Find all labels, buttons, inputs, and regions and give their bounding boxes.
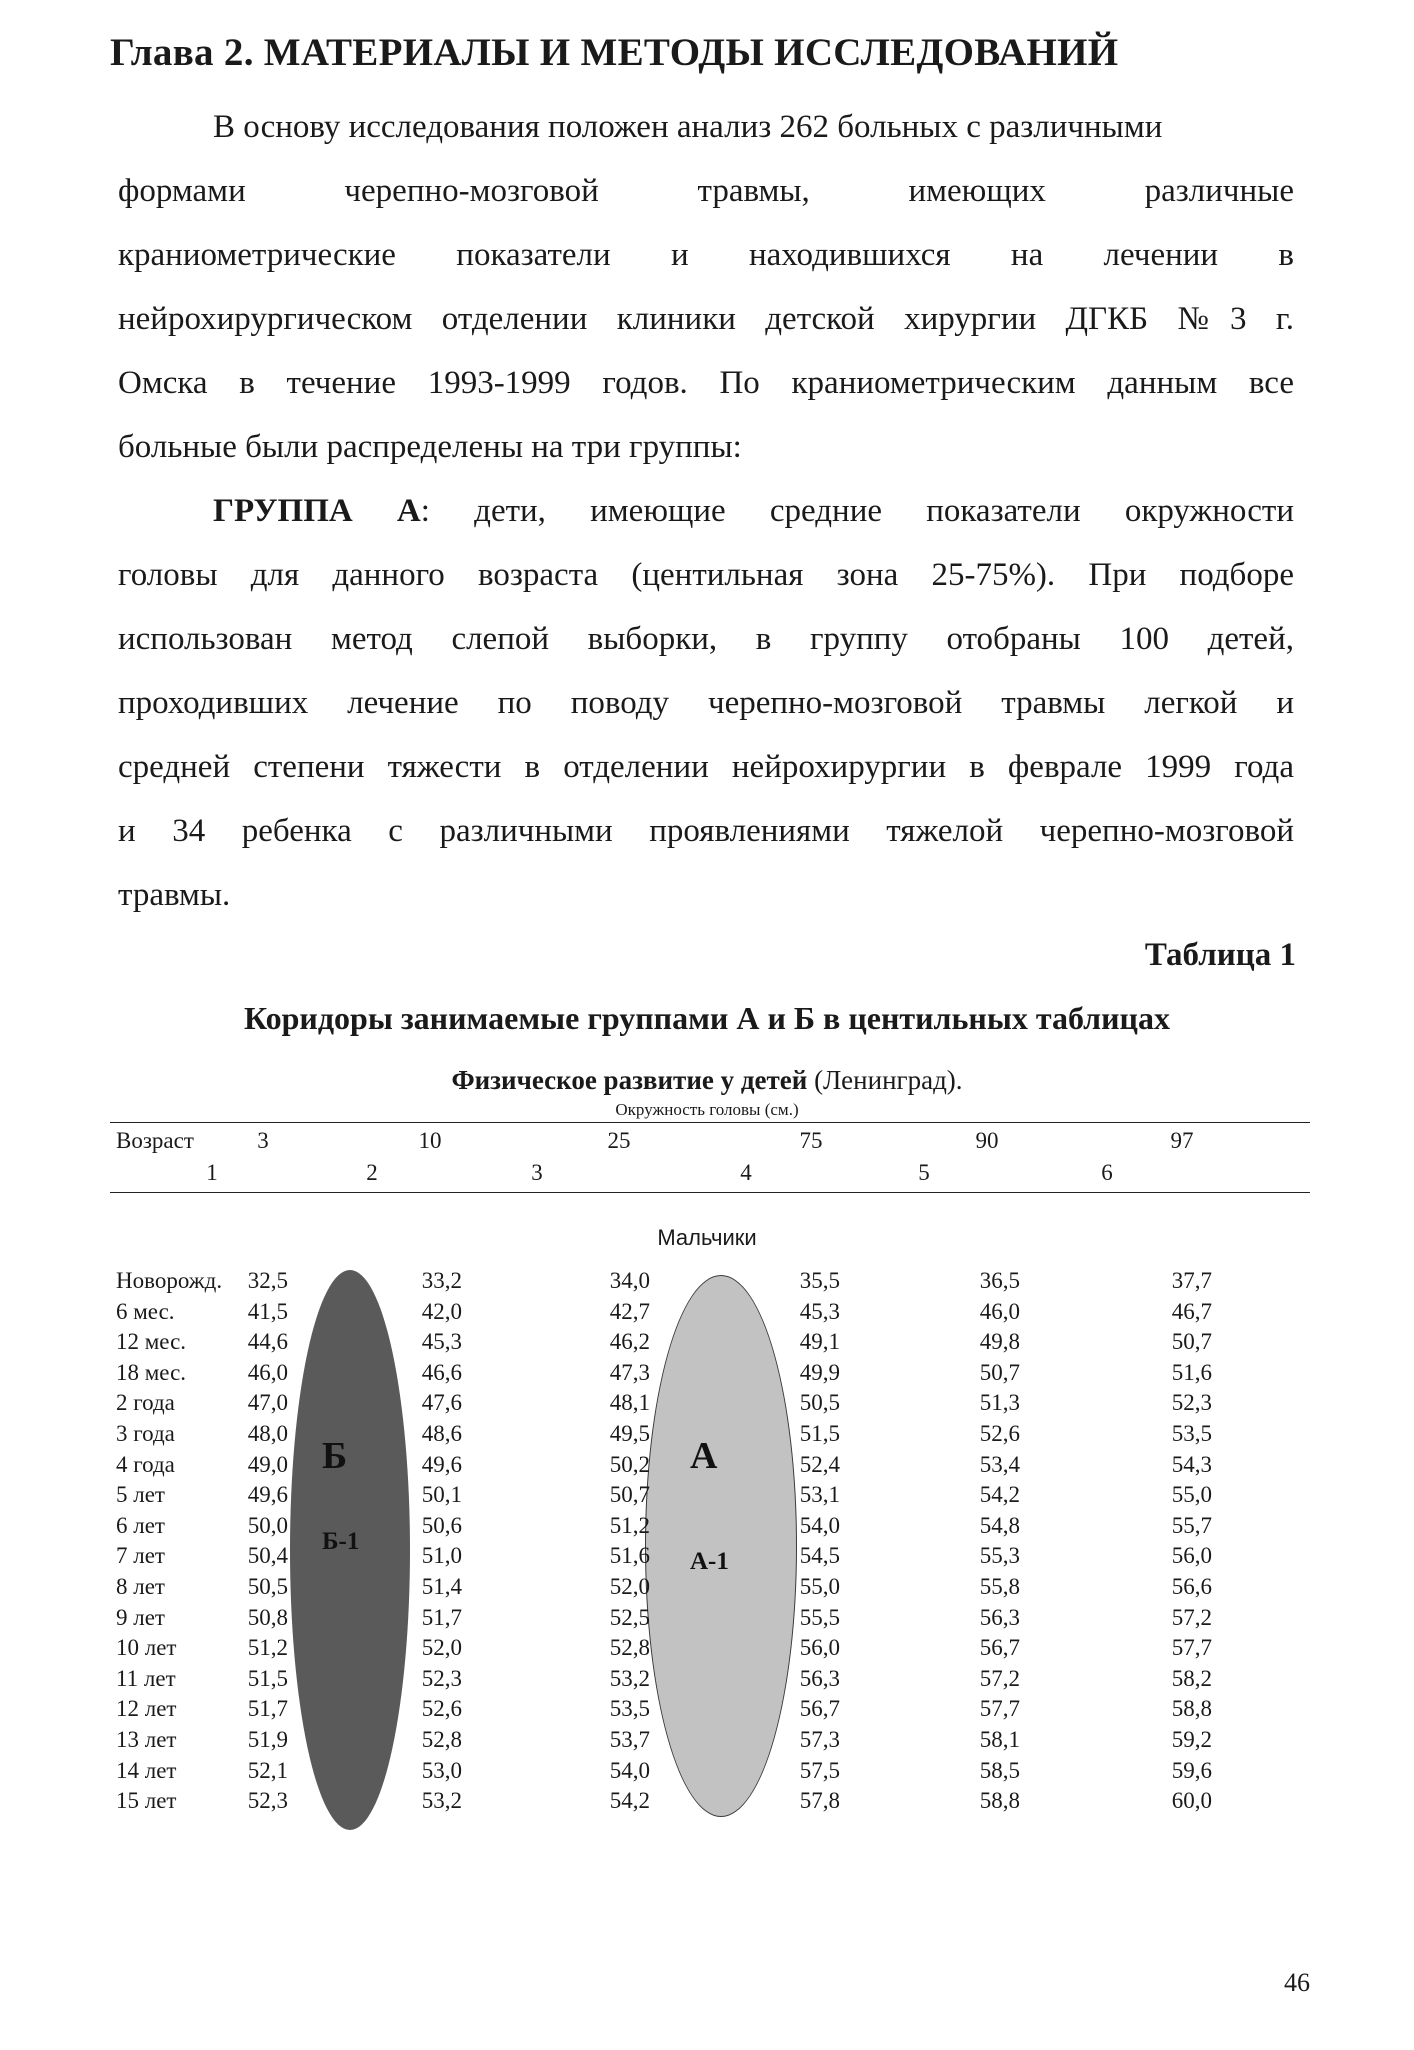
value-cell: 51,7 bbox=[247, 1696, 288, 1722]
value-cell: 50,5 bbox=[247, 1573, 288, 1599]
value-cell: 54,2 bbox=[609, 1788, 650, 1814]
value-cell: 51,2 bbox=[247, 1635, 288, 1661]
value-cell: 42,7 bbox=[609, 1298, 650, 1324]
paragraph-1-line-6: больные были распределены на три группы: bbox=[118, 429, 742, 465]
value-cell: 56,6 bbox=[1171, 1573, 1212, 1599]
value-cell: 54,2 bbox=[979, 1482, 1020, 1508]
age-cell: 3 года bbox=[116, 1420, 175, 1446]
table-number: Таблица 1 bbox=[1144, 937, 1296, 973]
paragraph-1-line-4: нейрохирургическом отделении клиники детской хирургии ДГКБ №3 г. bbox=[118, 301, 1294, 337]
value-cell: 37,7 bbox=[1171, 1268, 1212, 1293]
value-cell: 49,6 bbox=[421, 1451, 462, 1477]
age-cell: 9 лет bbox=[116, 1604, 165, 1630]
value-cell: 50,0 bbox=[247, 1512, 288, 1538]
value-cell: 56,0 bbox=[1171, 1543, 1212, 1569]
age-cell: 12 мес. bbox=[116, 1329, 187, 1355]
value-cell: 49,5 bbox=[609, 1420, 650, 1446]
value-cell: 44,6 bbox=[247, 1329, 288, 1355]
value-cell: 53,2 bbox=[421, 1788, 462, 1814]
value-cell: 49,6 bbox=[247, 1482, 288, 1508]
age-cell: 18 мес. bbox=[116, 1359, 187, 1385]
value-cell: 54,5 bbox=[799, 1543, 840, 1569]
value-cell: 47,3 bbox=[609, 1359, 650, 1385]
value-cell: 52,8 bbox=[609, 1635, 650, 1661]
value-cell: 53,1 bbox=[799, 1482, 840, 1508]
percentile-header-3: 25 bbox=[607, 1128, 631, 1153]
age-cell: 12 лет bbox=[116, 1696, 177, 1722]
value-cell: 45,3 bbox=[799, 1298, 840, 1324]
column-number-4: 4 bbox=[740, 1160, 752, 1185]
age-cell: 4 года bbox=[116, 1451, 175, 1477]
table-row bbox=[0, 1297, 1414, 1328]
column-number-2: 2 bbox=[366, 1160, 378, 1185]
paragraph-2-line-5: средней степени тяжести в отделении нейрохирургии в феврале 1999 года bbox=[118, 749, 1294, 785]
value-cell: 46,2 bbox=[609, 1329, 650, 1355]
paragraph-2-line-3: использован метод слепой выборки, в группу отобраны 100 детей, bbox=[118, 621, 1294, 657]
value-cell: 42,0 bbox=[421, 1298, 462, 1324]
zone-a1-label: А-1 bbox=[690, 1548, 729, 1575]
table-row bbox=[0, 1694, 1414, 1725]
table-row bbox=[0, 1664, 1414, 1695]
value-cell: 50,8 bbox=[247, 1604, 288, 1630]
value-cell: 60,0 bbox=[1171, 1788, 1212, 1814]
value-cell: 56,7 bbox=[979, 1635, 1020, 1661]
paragraph-2-line-1 bbox=[213, 491, 1294, 531]
value-cell: 52,0 bbox=[609, 1573, 650, 1599]
value-cell: 57,7 bbox=[979, 1696, 1020, 1722]
table-row bbox=[0, 1358, 1414, 1389]
paragraph-1-line-2: формами черепно-мозговой травмы, имеющих различные bbox=[118, 173, 1294, 209]
table-row bbox=[0, 1756, 1414, 1787]
value-cell: 58,2 bbox=[1171, 1665, 1212, 1691]
table-subcaption-rest: (Ленинград). bbox=[807, 1065, 963, 1095]
chapter-title: Глава 2. МАТЕРИАЛЫ И МЕТОДЫ ИССЛЕДОВАНИЙ bbox=[110, 31, 1119, 74]
table-top-rule bbox=[110, 1122, 1310, 1123]
paragraph-2-line-6: и 34 ребенка с различными проявлениями тяжелой черепно-мозговой bbox=[118, 813, 1294, 849]
value-cell: 52,4 bbox=[799, 1451, 840, 1477]
table-header-rule bbox=[110, 1192, 1310, 1193]
value-cell: 49,1 bbox=[799, 1329, 840, 1355]
table-subcaption bbox=[0, 1065, 1414, 1096]
section-label-boys: Мальчики bbox=[657, 1225, 757, 1250]
value-cell: 57,2 bbox=[1171, 1604, 1212, 1630]
value-cell: 52,3 bbox=[247, 1788, 288, 1814]
value-cell: 53,0 bbox=[421, 1757, 462, 1783]
column-number-6: 6 bbox=[1101, 1160, 1113, 1185]
value-cell: 52,3 bbox=[421, 1665, 462, 1691]
value-cell: 45,3 bbox=[421, 1329, 462, 1355]
value-cell: 35,5 bbox=[799, 1268, 840, 1293]
value-cell: 36,5 bbox=[979, 1268, 1020, 1293]
value-cell: 51,7 bbox=[421, 1604, 462, 1630]
value-cell: 49,0 bbox=[247, 1451, 288, 1477]
value-cell: 50,6 bbox=[421, 1512, 462, 1538]
age-cell: 11 лет bbox=[116, 1665, 176, 1691]
value-cell: 58,1 bbox=[979, 1726, 1020, 1752]
value-cell: 55,0 bbox=[799, 1573, 840, 1599]
value-cell: 58,8 bbox=[1171, 1696, 1212, 1722]
paragraph-1-line-1: В основу исследования положен анализ 262 больных с различными bbox=[213, 109, 1163, 145]
value-cell: 55,0 bbox=[1171, 1482, 1212, 1508]
value-cell: 53,7 bbox=[609, 1726, 650, 1752]
value-cell: 59,6 bbox=[1171, 1757, 1212, 1783]
column-number-5: 5 bbox=[918, 1160, 930, 1185]
value-cell: 51,6 bbox=[609, 1543, 650, 1569]
value-cell: 50,7 bbox=[609, 1482, 650, 1508]
value-cell: 51,0 bbox=[421, 1543, 462, 1569]
value-cell: 52,5 bbox=[609, 1604, 650, 1630]
value-cell: 49,9 bbox=[799, 1359, 840, 1385]
value-cell: 52,3 bbox=[1171, 1390, 1212, 1416]
value-cell: 50,5 bbox=[799, 1390, 840, 1416]
value-cell: 51,5 bbox=[247, 1665, 288, 1691]
table-row bbox=[0, 1633, 1414, 1664]
value-cell: 58,8 bbox=[979, 1788, 1020, 1814]
paragraph-2-line-4: проходивших лечение по поводу черепно-мозговой травмы легкой и bbox=[118, 685, 1294, 721]
table-body bbox=[0, 1266, 1414, 1817]
value-cell: 53,5 bbox=[609, 1696, 650, 1722]
age-cell: 6 мес. bbox=[116, 1298, 175, 1324]
paragraph-2-line-2: головы для данного возраста (центильная зона 25-75%). При подборе bbox=[118, 557, 1294, 593]
value-cell: 48,6 bbox=[421, 1420, 462, 1446]
value-cell: 33,2 bbox=[421, 1268, 462, 1293]
value-cell: 48,1 bbox=[609, 1390, 650, 1416]
value-cell: 59,2 bbox=[1171, 1726, 1212, 1752]
value-cell: 56,0 bbox=[799, 1635, 840, 1661]
value-cell: 57,3 bbox=[799, 1726, 840, 1752]
age-cell: 6 лет bbox=[116, 1512, 165, 1538]
zone-a-label: А bbox=[690, 1435, 718, 1477]
paragraph-1-line-3: краниометрические показатели и находившихся на лечении в bbox=[118, 237, 1294, 273]
value-cell: 51,5 bbox=[799, 1420, 840, 1446]
age-cell: 10 лет bbox=[116, 1635, 177, 1661]
value-cell: 47,0 bbox=[247, 1390, 288, 1416]
page-number: 46 bbox=[1284, 1968, 1310, 1997]
table-row bbox=[0, 1572, 1414, 1603]
value-cell: 51,2 bbox=[609, 1512, 650, 1538]
value-cell: 48,0 bbox=[247, 1420, 288, 1446]
value-cell: 55,5 bbox=[799, 1604, 840, 1630]
table-row bbox=[0, 1388, 1414, 1419]
column-number-1: 1 bbox=[206, 1160, 218, 1185]
percentile-header-6: 97 bbox=[1170, 1128, 1194, 1153]
age-cell: 7 лет bbox=[116, 1543, 165, 1569]
value-cell: 55,8 bbox=[979, 1573, 1020, 1599]
table-row bbox=[0, 1266, 1414, 1297]
value-cell: 51,4 bbox=[421, 1573, 462, 1599]
value-cell: 57,5 bbox=[799, 1757, 840, 1783]
age-cell: 2 года bbox=[116, 1390, 175, 1416]
value-cell: 54,3 bbox=[1171, 1451, 1212, 1477]
value-cell: 41,5 bbox=[247, 1298, 288, 1324]
value-cell: 54,0 bbox=[609, 1757, 650, 1783]
table-row bbox=[0, 1786, 1414, 1817]
age-cell: Новорожд. bbox=[116, 1268, 223, 1293]
group-a-lead: ГРУППА А bbox=[213, 493, 421, 529]
value-cell: 52,6 bbox=[421, 1696, 462, 1722]
value-cell: 53,4 bbox=[979, 1451, 1020, 1477]
value-cell: 51,6 bbox=[1171, 1359, 1212, 1385]
paragraph-2-line-1-rest: : дети, имеющие средние показатели окружности bbox=[420, 493, 1294, 529]
age-cell: 14 лет bbox=[116, 1757, 177, 1783]
value-cell: 54,0 bbox=[799, 1512, 840, 1538]
paragraph-2-line-7: травмы. bbox=[118, 877, 231, 913]
value-cell: 49,8 bbox=[979, 1329, 1020, 1355]
value-cell: 51,9 bbox=[247, 1726, 288, 1752]
age-column-header: Возраст bbox=[116, 1128, 194, 1153]
value-cell: 53,2 bbox=[609, 1665, 650, 1691]
value-cell: 56,7 bbox=[799, 1696, 840, 1722]
value-cell: 50,2 bbox=[609, 1451, 650, 1477]
value-cell: 53,5 bbox=[1171, 1420, 1212, 1446]
paragraph-1-line-5: Омска в течение 1993-1999 годов. По краниометрическим данным все bbox=[118, 365, 1294, 401]
value-cell: 34,0 bbox=[609, 1268, 650, 1293]
age-cell: 13 лет bbox=[116, 1726, 177, 1752]
value-cell: 46,6 bbox=[421, 1359, 462, 1385]
value-cell: 55,3 bbox=[979, 1543, 1020, 1569]
age-cell: 15 лет bbox=[116, 1788, 177, 1814]
value-cell: 50,7 bbox=[1171, 1329, 1212, 1355]
value-cell: 58,5 bbox=[979, 1757, 1020, 1783]
table-row bbox=[0, 1327, 1414, 1358]
value-cell: 50,1 bbox=[421, 1482, 462, 1508]
zone-b1-label: Б-1 bbox=[322, 1528, 360, 1555]
percentile-header-4: 75 bbox=[799, 1128, 823, 1153]
age-cell: 5 лет bbox=[116, 1482, 165, 1508]
value-cell: 56,3 bbox=[979, 1604, 1020, 1630]
value-cell: 52,1 bbox=[247, 1757, 288, 1783]
value-cell: 46,0 bbox=[247, 1359, 288, 1385]
value-cell: 50,7 bbox=[979, 1359, 1020, 1385]
percentile-header-1: 3 bbox=[257, 1128, 269, 1153]
value-cell: 57,8 bbox=[799, 1788, 840, 1814]
table-unit-label: Окружность головы (см.) bbox=[615, 1100, 799, 1119]
percentile-header-2: 10 bbox=[418, 1128, 442, 1153]
value-cell: 52,0 bbox=[421, 1635, 462, 1661]
value-cell: 47,6 bbox=[421, 1390, 462, 1416]
value-cell: 46,7 bbox=[1171, 1298, 1212, 1324]
value-cell: 50,4 bbox=[247, 1543, 288, 1569]
value-cell: 46,0 bbox=[979, 1298, 1020, 1324]
table-row bbox=[0, 1725, 1414, 1756]
value-cell: 54,8 bbox=[979, 1512, 1020, 1538]
table-caption: Коридоры занимаемые группами А и Б в центильных таблицах bbox=[244, 1000, 1170, 1036]
zone-b-label: Б bbox=[322, 1435, 348, 1477]
value-cell: 56,3 bbox=[799, 1665, 840, 1691]
table-row bbox=[0, 1511, 1414, 1542]
value-cell: 32,5 bbox=[247, 1268, 288, 1293]
table-row bbox=[0, 1603, 1414, 1634]
value-cell: 51,3 bbox=[979, 1390, 1020, 1416]
table-row bbox=[0, 1480, 1414, 1511]
percentile-header-5: 90 bbox=[975, 1128, 999, 1153]
age-cell: 8 лет bbox=[116, 1573, 165, 1599]
value-cell: 52,8 bbox=[421, 1726, 462, 1752]
value-cell: 57,2 bbox=[979, 1665, 1020, 1691]
value-cell: 57,7 bbox=[1171, 1635, 1212, 1661]
table-subcaption-bold: Физическое развитие у детей bbox=[451, 1065, 808, 1095]
value-cell: 52,6 bbox=[979, 1420, 1020, 1446]
column-number-3: 3 bbox=[531, 1160, 543, 1185]
value-cell: 55,7 bbox=[1171, 1512, 1212, 1538]
